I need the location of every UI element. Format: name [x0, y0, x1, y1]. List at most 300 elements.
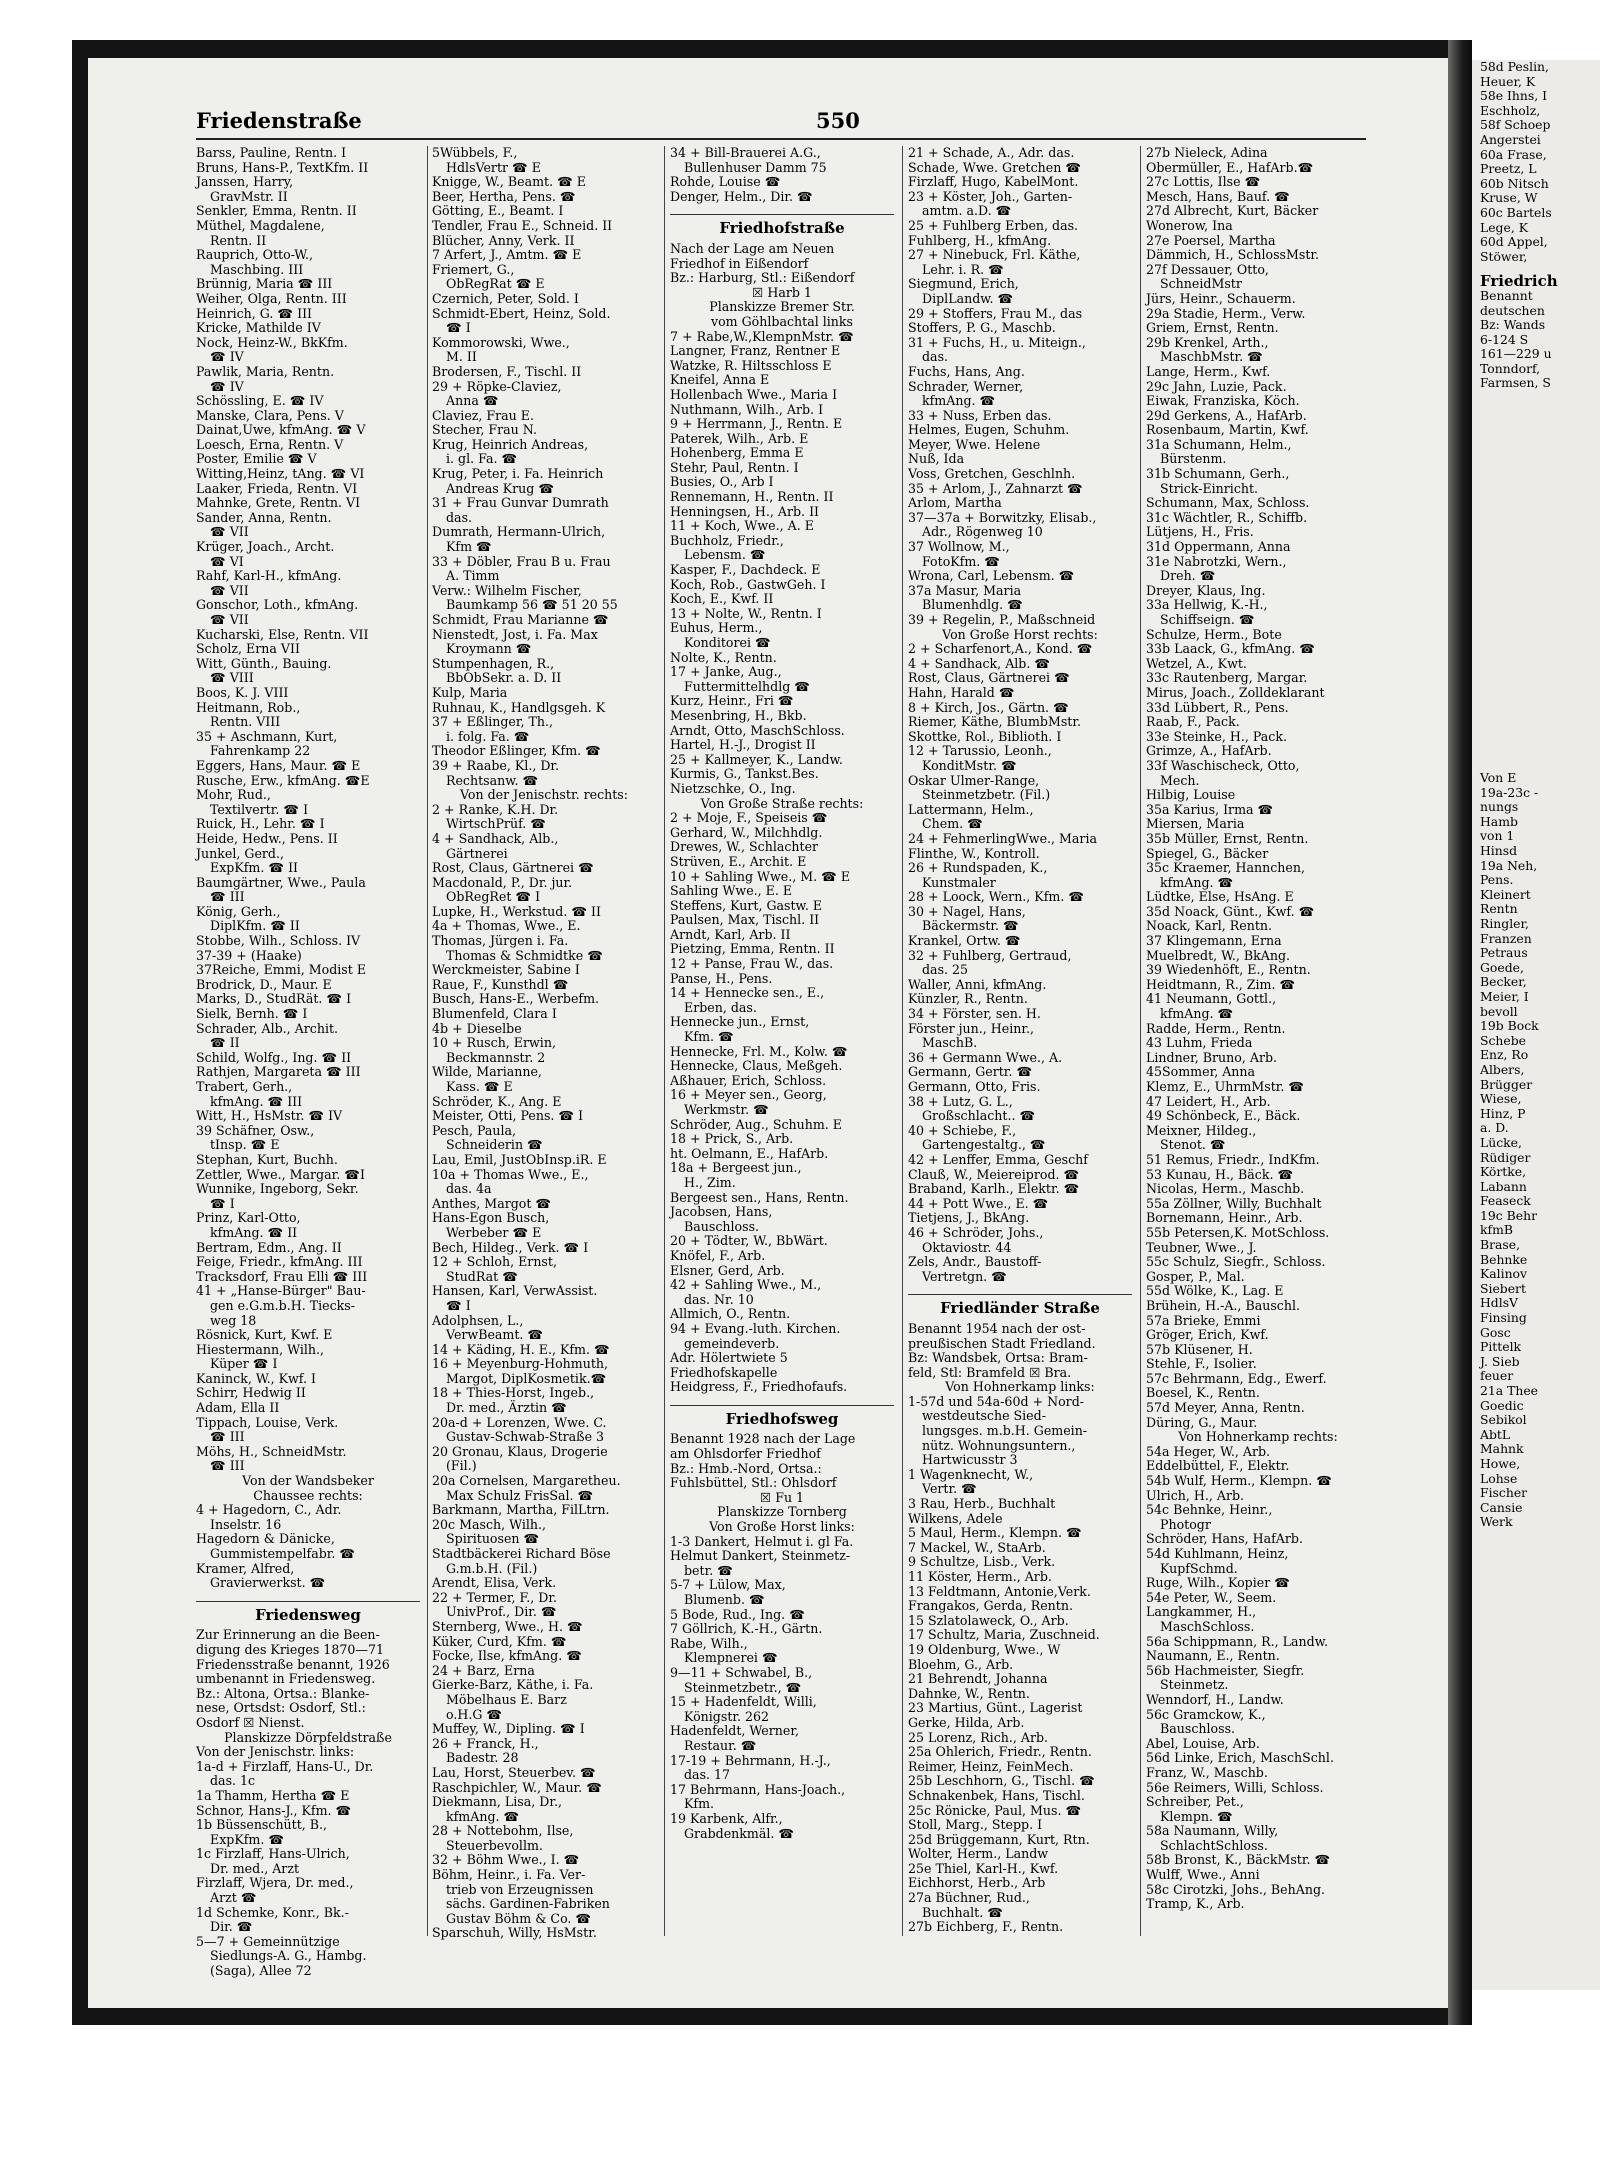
directory-entry: Prinz, Karl-Otto,: [196, 1210, 301, 1226]
directory-entry: Bz.: Harburg, Stl.: Eißendorf: [670, 270, 855, 286]
directory-entry: 51 Remus, Friedr., IndKfm.: [1146, 1151, 1320, 1167]
directory-entry: 28 + Loock, Wern., Kfm. ☎: [908, 889, 1085, 905]
directory-entry: Spirituosen ☎: [446, 1531, 540, 1547]
directory-entry: Siedlungs-A. G., Hambg.: [210, 1948, 367, 1964]
directory-entry: Kurz, Heinr., Fri ☎: [670, 693, 794, 709]
directory-entry: ☎ III: [210, 889, 245, 905]
directory-entry: Werbeber ☎ E: [446, 1224, 542, 1240]
adjacent-page-line: feuer: [1480, 1368, 1514, 1384]
directory-entry: Siegmund, Erich,: [908, 276, 1019, 292]
directory-entry: 44 + Pott Wwe., E. ☎: [908, 1195, 1049, 1211]
adjacent-page-line: Friedrich: [1480, 272, 1558, 291]
directory-entry: Nock, Heinz-W., BkKfm.: [196, 334, 348, 350]
section-subheading: Von Hohnerkamp rechts:: [1178, 1429, 1338, 1445]
directory-entry: Gravierwerkst. ☎: [210, 1575, 326, 1591]
directory-entry: ☎ IV: [210, 378, 244, 394]
street-heading: Friedhofsweg: [670, 1405, 894, 1427]
running-head: Friedenstraße: [196, 108, 362, 133]
directory-entry: ht. Oelmann, E., HafArb.: [670, 1145, 829, 1161]
directory-entry: Riemer, Käthe, BlumbMstr.: [908, 714, 1082, 730]
directory-entry: 27a Büchner, Rud.,: [908, 1890, 1030, 1906]
adjacent-page-line: Kruse, W: [1480, 190, 1538, 206]
directory-entry: VerwBeamt. ☎: [446, 1327, 544, 1343]
directory-entry: Kommorowski, Wwe.,: [432, 334, 570, 350]
adjacent-page-line: a. D.: [1480, 1120, 1509, 1136]
directory-entry: Helmes, Eugen, Schuhm.: [908, 422, 1070, 438]
directory-entry: Denger, Helm., Dir. ☎: [670, 188, 813, 204]
directory-entry: Schnakenbek, Hans, Tischl.: [908, 1787, 1085, 1803]
directory-entry: 31 + Frau Gunvar Dumrath: [432, 495, 609, 511]
directory-entry: 18 + Thies-Horst, Ingeb.,: [432, 1385, 595, 1401]
directory-entry: Oskar Ulmer-Range,: [908, 772, 1040, 788]
directory-entry: Lüdtke, Else, HsAng. E: [1146, 889, 1294, 905]
directory-entry: 35c Kraemer, Hannchen,: [1146, 860, 1305, 876]
directory-entry: Rentn. II: [210, 232, 267, 248]
directory-entry: Möhs, H., SchneidMstr.: [196, 1443, 347, 1459]
directory-entry: Böhm, Heinr., i. Fa. Ver-: [432, 1867, 586, 1883]
adjacent-page-line: Heuer, K: [1480, 73, 1536, 89]
directory-entry: GravMstr. II: [210, 188, 288, 204]
directory-entry: 4b + Dieselbe: [432, 1020, 522, 1036]
directory-entry: Nienstedt, Jost, i. Fa. Max: [432, 626, 598, 642]
adjacent-page-line: Enz, Ro: [1480, 1047, 1529, 1063]
directory-entry: Germann, Gertr. ☎: [908, 1064, 1033, 1080]
directory-entry: Steuerbevollm.: [446, 1837, 543, 1853]
directory-entry: Clauß, W., Meiereiprod. ☎: [908, 1166, 1080, 1182]
adjacent-page-line: Körtke,: [1480, 1164, 1527, 1180]
directory-entry: Bürstenm.: [1160, 451, 1227, 467]
directory-entry: Koch, E., Kwf. II: [670, 591, 774, 607]
adjacent-page-line: 60c Bartels: [1480, 204, 1552, 220]
directory-entry: Brühein, H.-A., Bauschl.: [1146, 1297, 1300, 1313]
directory-entry: 23 Martius, Günt., Lagerist: [908, 1700, 1083, 1716]
directory-entry: Rechtsanw. ☎: [446, 772, 539, 788]
directory-entry: 49 Schönbeck, E., Bäck.: [1146, 1108, 1301, 1124]
directory-entry: Kasper, F., Dachdeck. E: [670, 562, 821, 578]
directory-entry: Paulsen, Max, Tischl. II: [670, 912, 820, 928]
directory-entry: Pietzing, Emma, Rentn. II: [670, 941, 835, 957]
directory-entry: 12 + Schloh, Ernst,: [432, 1254, 557, 1270]
directory-entry: Drewes, W., Schlachter: [670, 839, 819, 855]
directory-entry: Küper ☎ I: [210, 1356, 278, 1372]
adjacent-page-line: Labann: [1480, 1178, 1527, 1194]
directory-entry: Radde, Herm., Rentn.: [1146, 1020, 1286, 1036]
directory-entry: Arndt, Karl, Arb. II: [670, 926, 791, 942]
directory-entry: Strick-Einricht.: [1160, 480, 1259, 496]
directory-entry: Hennecke jun., Ernst,: [670, 1014, 810, 1030]
directory-entry: 56b Hachmeister, Siegfr.: [1146, 1662, 1305, 1678]
directory-entry: Bauschloss.: [684, 1218, 760, 1234]
directory-entry: FotoKfm. ☎: [922, 553, 1000, 569]
directory-entry: Benannt 1954 nach der ost-: [908, 1320, 1086, 1336]
directory-entry: 20a-d + Lorenzen, Wwe. C.: [432, 1414, 607, 1430]
adjacent-page-line: Becker,: [1480, 974, 1527, 990]
directory-entry: 29 + Stoffers, Frau M., das: [908, 305, 1083, 321]
directory-entry: 31d Oppermann, Anna: [1146, 539, 1291, 555]
directory-entry: Mech.: [1160, 772, 1200, 788]
directory-entry: Braband, Karlh., Elektr. ☎: [908, 1181, 1080, 1197]
directory-entry: Gartengestaltg., ☎: [922, 1137, 1046, 1153]
adjacent-page-line: Rüdiger: [1480, 1149, 1531, 1165]
directory-entry: 56d Linke, Erich, MaschSchl.: [1146, 1750, 1334, 1766]
directory-entry: Götting, E., Beamt. I: [432, 203, 564, 219]
directory-entry: Hilbig, Louise: [1146, 787, 1236, 803]
directory-entry: Schössling, E. ☎ IV: [196, 393, 324, 409]
directory-entry: Rosenbaum, Martin, Kwf.: [1146, 422, 1309, 438]
directory-entry: 57c Behrmann, Edg., Ewerf.: [1146, 1370, 1327, 1386]
directory-entry: 47 Leidert, H., Arb.: [1146, 1093, 1271, 1109]
directory-entry: 57b Klüsener, H.: [1146, 1341, 1253, 1357]
directory-entry: Photogr: [1160, 1516, 1211, 1532]
adjacent-page-line: Howe,: [1480, 1455, 1521, 1471]
directory-entry: Dir. ☎: [210, 1919, 253, 1935]
adjacent-page-line: Farmsen, S: [1480, 375, 1551, 391]
directory-entry: 9—11 + Schwabel, B.,: [670, 1664, 813, 1680]
column-divider: [664, 146, 665, 1936]
directory-entry: Dreh. ☎: [1160, 568, 1216, 584]
directory-entry: 37-39 + (Haake): [196, 947, 302, 963]
adjacent-page-line: Gosc: [1480, 1324, 1511, 1340]
directory-entry: Baumgärtner, Wwe., Paula: [196, 874, 366, 890]
directory-entry: 7 Mackel, W., StaArb.: [908, 1539, 1046, 1555]
directory-entry: Czernich, Peter, Sold. I: [432, 290, 579, 306]
directory-entry: Raab, F., Pack.: [1146, 714, 1240, 730]
directory-entry: 29b Krenkel, Arth.,: [1146, 334, 1269, 350]
adjacent-page-line: 58d Peslin,: [1480, 59, 1549, 74]
directory-entry: Brodrick, D., Maur. E: [196, 976, 332, 992]
directory-entry: 38 + Lutz, G. L.,: [908, 1093, 1013, 1109]
directory-entry: Jacobsen, Hans,: [670, 1204, 773, 1220]
adjacent-page-line: Meier, I: [1480, 988, 1529, 1004]
directory-entry: Tendler, Frau E., Schneid. II: [432, 217, 613, 233]
directory-entry: Meyer, Wwe. Helene: [908, 436, 1041, 452]
directory-entry: 56a Schippmann, R., Landw.: [1146, 1633, 1328, 1649]
directory-entry: Sahling Wwe., E. E: [670, 883, 793, 899]
directory-entry: ObRegRat ☎ E: [446, 276, 545, 292]
column-1: [196, 145, 420, 1979]
directory-entry: kfmAng. ☎ II: [210, 1224, 298, 1240]
directory-entry: Sander, Anna, Rentn.: [196, 509, 332, 525]
directory-entry: Vertr. ☎: [922, 1481, 977, 1497]
directory-entry: Mohr, Rud.,: [196, 787, 271, 803]
directory-entry: Spiegel, G., Bäcker: [1146, 845, 1269, 861]
adjacent-page-line: 21a Thee: [1480, 1383, 1539, 1398]
directory-entry: Maschbing. III: [210, 261, 304, 277]
directory-entry: Busch, Hans-E., Werbefm.: [432, 991, 600, 1007]
adjacent-page-line: kfmB: [1480, 1222, 1513, 1238]
directory-entry: Arendt, Elisa, Verk.: [432, 1575, 557, 1591]
directory-entry: kfmAng. ☎: [1160, 1006, 1234, 1022]
directory-entry: Firzlaff, Hugo, KabelMont.: [908, 174, 1079, 190]
directory-entry: Rahf, Karl-H., kfmAng.: [196, 568, 342, 584]
directory-entry: Werckmeister, Sabine I: [432, 962, 580, 978]
directory-entry: Förster jun., Heinr.,: [908, 1020, 1035, 1036]
directory-entry: 26 + Rundspaden, K.,: [908, 860, 1048, 876]
directory-entry: Muelbredt, W., BkAng.: [1146, 947, 1291, 963]
directory-entry: (Saga), Allee 72: [210, 1963, 312, 1979]
street-heading: Friedensweg: [196, 1601, 420, 1623]
directory-entry: WirtschPrüf. ☎: [446, 816, 546, 832]
directory-entry: ObRegRet ☎ I: [446, 889, 541, 905]
directory-entry: Bäckermstr. ☎: [922, 918, 1019, 934]
directory-entry: Fuchs, Hans, Ang.: [908, 363, 1025, 379]
directory-entry: 2 + Ranke, K.H. Dr.: [432, 801, 559, 817]
directory-entry: 2 + Moje, F., Speiseis ☎: [670, 810, 828, 826]
directory-entry: Gröger, Erich, Kwf.: [1146, 1327, 1269, 1343]
directory-entry: Futtermittelhdlg ☎: [684, 678, 810, 694]
directory-entry: das. 4a: [446, 1181, 492, 1197]
directory-entry: 30 + Nagel, Hans,: [908, 903, 1026, 919]
directory-entry: Abel, Louise, Arb.: [1146, 1735, 1260, 1751]
directory-entry: Schulze, Herm., Bote: [1146, 626, 1282, 642]
directory-entry: 39 + Regelin, P., Maßschneid: [908, 612, 1096, 627]
directory-entry: Klempn. ☎: [1160, 1808, 1233, 1824]
directory-entry: Kfm. ☎: [684, 1029, 734, 1045]
directory-entry: 27b Eichberg, F., Rentn.: [908, 1919, 1064, 1935]
directory-entry: Knöfel, F., Arb.: [670, 1247, 766, 1263]
directory-entry: Wilkens, Adele: [908, 1510, 1003, 1526]
directory-entry: ☎ I: [446, 320, 471, 336]
directory-entry: 11 + Koch, Wwe., A. E: [670, 518, 814, 534]
directory-entry: 58b Bronst, K., BäckMstr. ☎: [1146, 1852, 1331, 1868]
directory-entry: Rennemann, H., Rentn. II: [670, 489, 834, 505]
directory-entry: 15 + Hadenfeldt, Willi,: [670, 1694, 817, 1710]
directory-entry: 13 Feldtmann, Antonie,Verk.: [908, 1583, 1091, 1599]
directory-entry: Poster, Emilie ☎ V: [196, 451, 317, 467]
directory-entry: Gierke-Barz, Käthe, i. Fa.: [432, 1677, 594, 1693]
directory-entry: 31a Schumann, Helm.,: [1146, 436, 1292, 452]
adjacent-page-line: 19a Neh,: [1480, 857, 1538, 873]
directory-entry: Nicolas, Herm., Maschb.: [1146, 1181, 1305, 1197]
directory-entry: 8 + Kirch, Jos., Gärtn. ☎: [908, 699, 1069, 715]
directory-entry: Dumrath, Hermann-Ulrich,: [432, 524, 606, 540]
directory-entry: ☎ VII: [210, 582, 249, 598]
directory-entry: Germann, Otto, Fris.: [908, 1079, 1041, 1094]
directory-entry: Ruge, Wilh., Kopier ☎: [1146, 1575, 1290, 1591]
directory-entry: Skottke, Rol., Biblioth. I: [908, 728, 1062, 744]
directory-entry: Klempnerei ☎: [684, 1650, 778, 1666]
directory-entry: Helmut Dankert, Steinmetz-: [670, 1548, 851, 1564]
directory-entry: Wulff, Wwe., Anni: [1146, 1867, 1260, 1883]
directory-entry: Hartwicusstr 3: [922, 1452, 1018, 1468]
adjacent-page-line: Rentn: [1480, 901, 1518, 917]
directory-entry: Kaninck, W., Kwf. I: [196, 1370, 316, 1386]
directory-entry: 7 + Rabe,W.,KlempnMstr. ☎: [670, 328, 854, 344]
directory-entry: Adolphsen, L.,: [432, 1312, 524, 1328]
adjacent-page-line: Hamb: [1480, 813, 1518, 829]
directory-entry: Konditorei ☎: [684, 635, 771, 650]
directory-entry: 3 Rau, Herb., Buchhalt: [908, 1496, 1056, 1512]
directory-entry: Lehr. i. R. ☎: [922, 261, 1004, 277]
directory-entry: Schneiderin ☎: [446, 1137, 543, 1153]
directory-entry: Lütjens, H., Fris.: [1146, 524, 1254, 540]
directory-entry: Pawlik, Maria, Rentn.: [196, 363, 335, 379]
directory-entry: Trabert, Gerh.,: [196, 1079, 293, 1094]
directory-entry: 19 Karbenk, Alfr.,: [670, 1810, 783, 1826]
adjacent-page-line: 19a-23c -: [1480, 784, 1539, 800]
directory-entry: StudRat ☎: [446, 1268, 518, 1284]
directory-entry: 18a + Bergeest jun.,: [670, 1160, 802, 1176]
directory-entry: 1-57d und 54a-60d + Nord-: [908, 1393, 1085, 1409]
adjacent-page-line: Werk: [1480, 1514, 1513, 1530]
directory-entry: Thomas, Jürgen i. Fa.: [432, 933, 569, 949]
directory-entry: 20a Cornelsen, Margaretheu.: [432, 1473, 621, 1489]
directory-entry: 7 Arfert, J., Amtm. ☎ E: [432, 247, 582, 263]
directory-entry: 43 Luhm, Frieda: [1146, 1035, 1253, 1051]
directory-entry: 25e Thiel, Karl-H., Kwf.: [908, 1860, 1059, 1876]
directory-entry: 10 + Rusch, Erwin,: [432, 1035, 556, 1051]
adjacent-page-line: Bz: Wands: [1480, 317, 1546, 333]
directory-entry: gen e.G.m.b.H. Tiecks-: [210, 1297, 355, 1313]
directory-entry: Nuß, Ida: [908, 451, 965, 467]
directory-entry: Hahn, Harald ☎: [908, 684, 1015, 700]
directory-entry: Kroymann ☎: [446, 641, 532, 657]
directory-entry: 37a Masur, Maria: [908, 582, 1022, 598]
directory-entry: 17 + Janke, Aug.,: [670, 664, 782, 680]
directory-entry: Theodor Eßlinger, Kfm. ☎: [432, 743, 601, 759]
column-2: [432, 145, 656, 1941]
section-subheading: Von der Jenischstr. rechts:: [459, 787, 628, 803]
directory-entry: 36 + Germann Wwe., A.: [908, 1049, 1063, 1065]
directory-entry: Muffey, W., Dipling. ☎ I: [432, 1721, 585, 1737]
directory-entry: das.: [922, 349, 949, 365]
directory-entry: Lange, Herm., Kwf.: [1146, 363, 1271, 379]
directory-entry: Jürs, Heinr., Schauerm.: [1146, 290, 1296, 306]
directory-entry: Friedensstraße benannt, 1926: [196, 1656, 390, 1672]
directory-entry: Kricke, Mathilde IV: [196, 320, 321, 336]
directory-entry: Griem, Ernst, Rentn.: [1146, 320, 1279, 336]
directory-entry: Schrader, Alb., Archit.: [196, 1020, 339, 1036]
directory-entry: 31b Schumann, Gerh.,: [1146, 466, 1290, 482]
directory-entry: Weiher, Olga, Rentn. III: [196, 290, 347, 306]
directory-entry: Lattermann, Helm.,: [908, 801, 1034, 817]
column-divider: [902, 146, 903, 1936]
directory-entry: ☎ I: [446, 1297, 471, 1313]
directory-entry: ☎ VIII: [210, 670, 254, 686]
adjacent-page-line: Hinz, P: [1480, 1105, 1526, 1121]
directory-entry: Krankel, Ortw. ☎: [908, 933, 1021, 949]
directory-entry: Verw.: Wilhelm Fischer,: [432, 582, 582, 598]
directory-entry: Waller, Anni, kfmAng.: [908, 976, 1047, 992]
directory-entry: Krug, Peter, i. Fa. Heinrich: [432, 466, 604, 482]
directory-entry: 33d Lübbert, R., Pens.: [1146, 699, 1289, 715]
directory-entry: Baumkamp 56 ☎ 51 20 55: [446, 597, 618, 613]
directory-entry: Andreas Krug ☎: [446, 480, 555, 496]
directory-entry: 4 + Hagedorn, C., Adr.: [196, 1502, 342, 1518]
directory-entry: Stoll, Marg., Stepp. I: [908, 1817, 1043, 1833]
directory-entry: Grabdenkmäl. ☎: [684, 1825, 795, 1841]
directory-entry: Stehr, Paul, Rentn. I: [670, 459, 799, 475]
directory-entry: Ulrich, H., Arb.: [1146, 1487, 1245, 1503]
directory-entry: 13 + Nolte, W., Rentn. I: [670, 605, 822, 621]
scan-background: [0, 0, 72, 2177]
directory-entry: 25c Rönicke, Paul, Mus. ☎: [908, 1802, 1082, 1818]
directory-entry: Von der Jenischstr. links:: [196, 1744, 355, 1760]
directory-entry: Bz: Wandsbek, Ortsa: Bram-: [908, 1350, 1088, 1366]
directory-entry: digung des Krieges 1870—71: [196, 1641, 384, 1657]
directory-entry: Stehle, F., Isolier.: [1146, 1356, 1257, 1372]
adjacent-page-line: 58e Ihns, I: [1480, 88, 1548, 104]
directory-entry: Macdonald, P., Dr. jur.: [432, 874, 573, 890]
directory-entry: Arlom, Martha: [908, 495, 1002, 511]
directory-entry: Blumenhdlg. ☎: [922, 597, 1023, 613]
directory-entry: DiplLandw. ☎: [922, 290, 1014, 306]
directory-entry: kfmAng. ☎: [446, 1808, 520, 1824]
directory-entry: 34 + Bill-Brauerei A.G.,: [670, 145, 821, 160]
directory-entry: Witting,Heinz, tAng. ☎ VI: [196, 466, 365, 482]
directory-entry: Scholz, Erna VII: [196, 641, 300, 657]
directory-entry: Wunnike, Ingeborg, Sekr.: [196, 1181, 359, 1197]
directory-entry: Kulp, Maria: [432, 684, 508, 700]
directory-entry: nütz. Wohnungsuntern.,: [922, 1437, 1076, 1453]
directory-entry: Meixner, Hildeg.,: [1146, 1122, 1257, 1138]
directory-entry: 24 + FehmerlingWwe., Maria: [908, 830, 1097, 846]
directory-entry: BbObSekr. a. D. II: [446, 670, 562, 686]
directory-entry: Schirr, Hedwig II: [196, 1385, 306, 1401]
directory-entry: 29a Stadie, Herm., Verw.: [1146, 305, 1306, 321]
section-subheading: Planskizze Bremer Str.: [709, 299, 855, 315]
directory-entry: Kfm.: [684, 1796, 715, 1812]
directory-entry: Erben, das.: [684, 999, 757, 1015]
directory-entry: 1a Thamm, Hertha ☎ E: [196, 1787, 350, 1803]
directory-entry: ☎ III: [210, 1429, 245, 1445]
directory-entry: Schröder, Aug., Schuhm. E: [670, 1116, 842, 1132]
directory-entry: Barss, Pauline, Rentn. I: [196, 145, 347, 160]
section-subheading: vom Göhlbachtal links: [710, 313, 854, 329]
directory-entry: 27b Nieleck, Adina: [1146, 145, 1268, 160]
directory-entry: Adr. Hölertwiete 5: [670, 1350, 788, 1366]
directory-entry: 94 + Evang.-luth. Kirchen.: [670, 1320, 841, 1336]
directory-entry: Koch, Rob., GastwGeh. I: [670, 576, 826, 592]
directory-entry: 55c Schulz, Siegfr., Schloss.: [1146, 1254, 1326, 1270]
directory-entry: 37—37a + Borwitzky, Elisab.,: [908, 509, 1097, 525]
adjacent-page-line: Pittelk: [1480, 1339, 1522, 1355]
adjacent-page-line: bevoll: [1480, 1003, 1518, 1019]
directory-entry: i. gl. Fa. ☎: [446, 451, 518, 467]
directory-entry: Nuthmann, Wilh., Arb. I: [670, 401, 824, 417]
directory-entry: Watzke, R. Hiltsschloss E: [670, 357, 832, 373]
adjacent-page-line: von 1: [1480, 828, 1515, 844]
directory-entry: 35 + Aschmann, Kurt,: [196, 728, 338, 744]
adjacent-page-line: Lücke,: [1480, 1134, 1522, 1150]
directory-entry: 29 + Röpke-Claviez,: [432, 378, 562, 394]
directory-entry: 57d Meyer, Anna, Rentn.: [1146, 1400, 1305, 1416]
directory-entry: Naumann, E., Rentn.: [1146, 1648, 1280, 1664]
directory-entry: Eiwak, Franziska, Köch.: [1146, 393, 1300, 409]
adjacent-page-line: Mahnk: [1480, 1441, 1524, 1457]
section-subheading: Von der Wandsbeker: [242, 1473, 374, 1489]
directory-entry: Firzlaff, Wjera, Dr. med.,: [196, 1875, 354, 1891]
directory-entry: Kass. ☎ E: [446, 1079, 513, 1094]
directory-entry: 16 + Meyenburg-Hohmuth,: [432, 1356, 609, 1372]
directory-entry: tInsp. ☎ E: [210, 1137, 280, 1153]
directory-entry: Oktaviostr. 44: [922, 1239, 1012, 1255]
directory-entry: 54e Peter, W., Seem.: [1146, 1589, 1277, 1605]
directory-entry: Gummistempelfabr. ☎: [210, 1546, 356, 1561]
directory-entry: ExpKfm. ☎ II: [210, 860, 299, 876]
directory-entry: 37 + Eßlinger, Th.,: [432, 714, 554, 730]
directory-entry: 20 + Tödter, W., BbWärt.: [670, 1233, 828, 1249]
adjacent-page-line: Brase,: [1480, 1237, 1521, 1253]
adjacent-page-line: Preetz, L: [1480, 161, 1537, 177]
directory-entry: SchlachtSchloss.: [1160, 1837, 1268, 1853]
directory-entry: Strüven, E., Archit. E: [670, 853, 807, 869]
directory-entry: Osdorf ☒ Nienst.: [196, 1714, 305, 1730]
directory-entry: Hennecke, Claus, Meßgeh.: [670, 1058, 843, 1074]
adjacent-page-line: Petraus: [1480, 945, 1528, 961]
directory-entry: M. II: [446, 349, 477, 365]
directory-entry: Eggers, Hans, Maur. ☎ E: [196, 757, 361, 773]
